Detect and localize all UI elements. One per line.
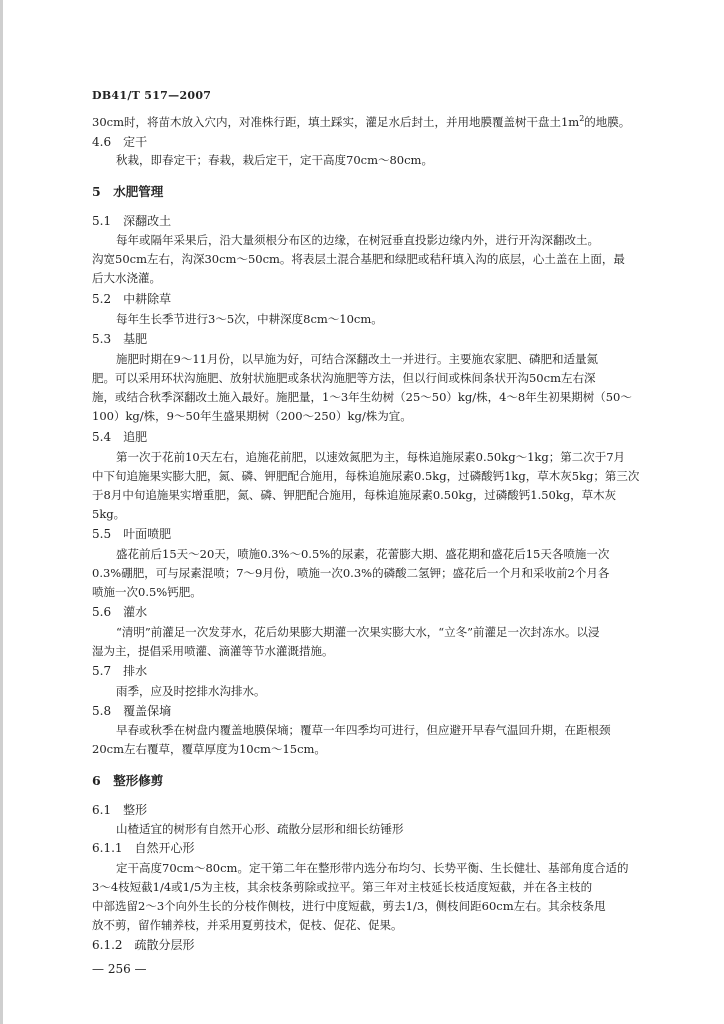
section-heading: 6.1.2 疏散分层形 bbox=[92, 938, 195, 952]
section-heading: 5.8 覆盖保墒 bbox=[92, 704, 172, 718]
body-line: 每年生长季节进行3～5次，中耕深度8cm～10cm。 bbox=[116, 312, 383, 326]
body-line: 每年或隔年采果后，沿大量须根分布区的边缘，在树冠垂直投影边缘内外，进行开沟深翻改土。 bbox=[116, 233, 599, 247]
body-line: 第一次于花前10天左右，追施花前肥，以速效氮肥为主，每株追施尿素0.50kg～1kg；第二次于7月 bbox=[116, 450, 626, 464]
body-line: 5kg。 bbox=[92, 507, 126, 521]
body-line: 定干高度70cm～80cm。定干第二年在整形带内选分布均匀、长势平衡、生长健壮、基部角度合适的 bbox=[116, 861, 629, 875]
body-line: 沟宽50cm左右，沟深30cm～50cm。将表层土混合基肥和绿肥或秸秆填入沟的底层，心土盖在上面，最 bbox=[92, 252, 625, 266]
chapter-heading: 5 水肥管理 bbox=[92, 184, 164, 199]
body-line: 中下旬追施果实膨大肥，氮、磷、钾肥配合施用，每株追施尿素0.5kg，过磷酸钙1kg，草木灰5kg；第三次 bbox=[92, 469, 640, 483]
body-line: “清明”前灌足一次发芽水，花后幼果膨大期灌一次果实膨大水，“立冬”前灌足一次封冻水。以浸 bbox=[116, 625, 600, 639]
body-line: 湿为主，提倡采用喷灌、滴灌等节水灌溉措施。 bbox=[92, 644, 334, 658]
body-line: 早春或秋季在树盘内覆盖地膜保墒；覆草一年四季均可进行，但应避开早春气温回升期，在距根颈 bbox=[116, 723, 611, 737]
body-line: 施，或结合秋季深翻改土施入最好。施肥量，1～3年生幼树（25～50）kg/株，4～8年生初果期树（50～ bbox=[92, 390, 632, 404]
scan-edge bbox=[0, 0, 3, 1024]
section-heading: 5.1 深翻改土 bbox=[92, 214, 172, 228]
body-line: 于8月中旬追施果实增重肥，氮、磷、钾肥配合施用，每株追施尿素0.50kg，过磷酸钙1.50kg，草木灰 bbox=[92, 488, 617, 502]
body-line: 肥。可以采用环状沟施肥、放射状施肥或条状沟施肥等方法，但以行间或株间条状开沟50cm左右深 bbox=[92, 371, 596, 385]
body-line: 中部选留2～3个向外生长的分枝作侧枝，进行中度短截，剪去1/3，侧枝间距60cm左右。其余枝条甩 bbox=[92, 899, 606, 913]
body-line: 3～4枝短截1/4或1/5为主枝，其余枝条剪除或拉平。第三年对主枝延长枝适度短截，并在各主枝的 bbox=[92, 880, 593, 894]
section-heading: 4.6 定干 bbox=[92, 135, 148, 149]
body-line: 30cm时，将苗木放入穴内，对准株行距，填土踩实，灌足水后封土，并用地膜覆盖树干盘土$1m^2$的地膜。 bbox=[92, 114, 631, 129]
section-heading: 5.7 排水 bbox=[92, 664, 148, 678]
body-line: 0.3%硼肥，可与尿素混喷；7～9月份，喷施一次0.3%的磷酸二氢钾；盛花后一个月和采收前2个月各 bbox=[92, 566, 610, 580]
section-heading: 6.1 整形 bbox=[92, 803, 148, 817]
body-line: 喷施一次0.5%钙肥。 bbox=[92, 585, 202, 599]
document-id: DB41/T 517—2007 bbox=[92, 89, 212, 102]
section-heading: 5.6 灌水 bbox=[92, 605, 148, 619]
section-heading: 6.1.1 自然开心形 bbox=[92, 841, 195, 855]
section-heading: 5.3 基肥 bbox=[92, 332, 148, 346]
chapter-heading: 6 整形修剪 bbox=[92, 773, 164, 788]
body-line: 20cm左右覆草，覆草厚度为10cm～15cm。 bbox=[92, 742, 326, 756]
section-heading: 5.2 中耕除草 bbox=[92, 292, 172, 306]
body-line: 放不剪，留作辅养枝，并采用夏剪技术，促枝、促花、促果。 bbox=[92, 918, 403, 932]
body-line: 秋栽，即春定干；春栽，栽后定干，定干高度70cm～80cm。 bbox=[116, 153, 433, 167]
body-line: 雨季，应及时挖排水沟排水。 bbox=[116, 684, 266, 698]
section-heading: 5.4 追肥 bbox=[92, 430, 148, 444]
section-heading: 5.5 叶面喷肥 bbox=[92, 527, 172, 541]
body-line: 施肥时期在9～11月份，以早施为好，可结合深翻改土一并进行。主要施农家肥、磷肥和适量氮 bbox=[116, 352, 598, 366]
body-line: 盛花前后15天～20天，喷施0.3%～0.5%的尿素，花蕾膨大期、盛花期和盛花后15天各喷施一次 bbox=[116, 547, 610, 561]
body-line: 后大水浇灌。 bbox=[92, 271, 161, 285]
page-number: — 256 — bbox=[92, 962, 147, 976]
body-line: 山楂适宜的树形有自然开心形、疏散分层形和细长纺锤形 bbox=[116, 822, 404, 836]
body-line: 100）kg/株，9～50年生盛果期树（200～250）kg/株为宜。 bbox=[92, 409, 412, 423]
